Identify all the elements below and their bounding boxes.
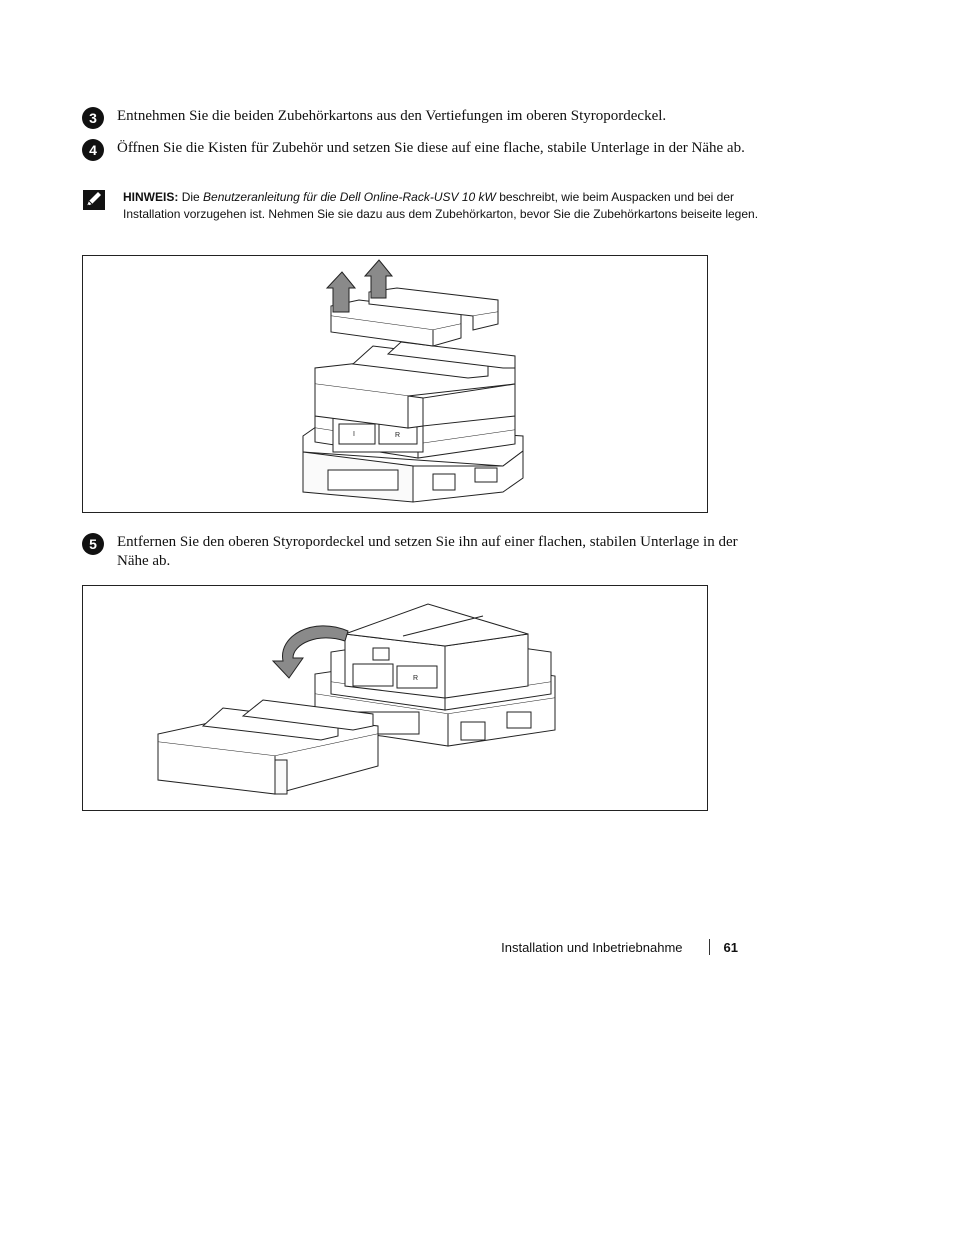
- step-text: Öffnen Sie die Kisten für Zubehör und setzen Sie diese auf eine flache, stabile Unterlage in der Nähe ab.: [117, 140, 745, 156]
- note-doc-title: Benutzeranleitung für die Dell Online-Rack-USV 10 kW: [203, 190, 496, 204]
- pencil-note-icon: [82, 189, 106, 211]
- step-text: Entnehmen Sie die beiden Zubehörkartons aus den Vertiefungen im oberen Styropordeckel.: [117, 108, 667, 124]
- note-text-before: Die: [181, 190, 200, 204]
- svg-text:R: R: [413, 675, 419, 682]
- note-text-after: beschreibt, wie beim Auspacken und bei der Installation vorzugehen ist. Nehmen Sie sie dazu aus dem Zubehörkarton, bevor Sie die Zubehörkartons beiseite legen.: [123, 190, 759, 221]
- unpacking-illustration-1: [83, 256, 707, 512]
- page-number: 61: [723, 939, 738, 955]
- page-footer: [501, 939, 738, 955]
- figure-remove-accessory-boxes: [82, 255, 708, 513]
- footer-divider: [709, 939, 710, 955]
- svg-text:I: I: [353, 431, 355, 438]
- note-text: [123, 189, 763, 223]
- figure-remove-top-foam: [82, 585, 708, 811]
- step-number-badge: 3: [82, 107, 104, 129]
- svg-text:R: R: [395, 432, 401, 439]
- note-label: HINWEIS:: [123, 190, 179, 204]
- unpacking-illustration-2: [83, 586, 707, 810]
- step-number-badge: 5: [82, 533, 104, 555]
- footer-section-title: Installation und Inbetriebnahme: [501, 939, 683, 955]
- step-text: Entfernen Sie den oberen Styropordeckel und setzen Sie ihn auf einer flachen, stabilen Unterlage in der Nähe ab.: [117, 534, 738, 569]
- step-number-badge: 4: [82, 139, 104, 161]
